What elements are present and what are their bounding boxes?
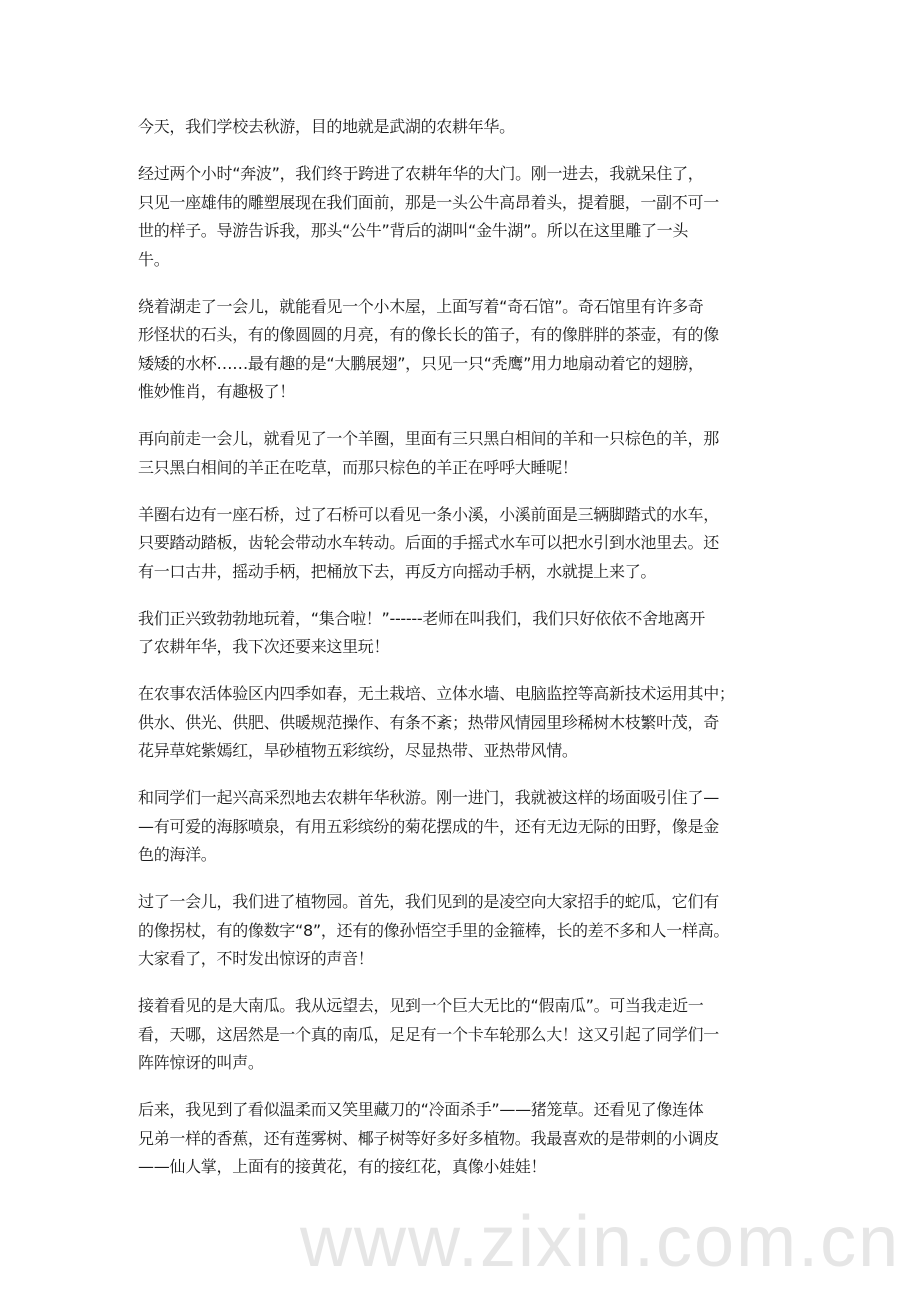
paragraph-line: 只要踏动踏板，齿轮会带动水车转动。后面的手摇式水车可以把水引到水池里去。还 [138,533,719,552]
paragraph-line: 过了一会儿，我们进了植物园。首先，我们见到的是凌空向大家招手的蛇瓜，它们有 [138,892,719,911]
paragraph-line: 接着看见的是大南瓜。我从远望去，见到一个巨大无比的“假南瓜”。可当我走近一 [138,996,704,1015]
paragraph-line: 羊圈右边有一座石桥，过了石桥可以看见一条小溪，小溪前面是三辆脚踏式的水车， [138,504,719,524]
paragraph [138,113,818,142]
paragraph-line: 只见一座雄伟的雕塑展现在我们面前，那是一头公牛高昂着头，提着腿，一副不可一 [138,192,719,212]
paragraph [138,605,818,662]
paragraph-line: 阵阵惊讶的叫声。 [138,1053,264,1072]
paragraph-line: 牛。 [138,249,170,269]
paragraph-line: 供水、供光、供肥、供暖规范操作、有条不紊；热带风情园里珍稀树木枝繁叶茂，奇 [138,712,719,732]
paragraph-line: 再向前走一会儿，就看见了一个羊圈，里面有三只黑白相间的羊和一只棕色的羊，那 [138,429,719,448]
paragraph [138,425,818,482]
paragraph-line: 有一口古井，摇动手柄，把桶放下去，再反方向摇动手柄，水就提上来了。 [138,561,657,581]
paragraph-line: 了农耕年华，我下次还要来这里玩！ [138,637,390,656]
watermark: www.zixin.com.cn [300,1202,901,1282]
paragraph-line: 今天，我们学校去秋游，目的地就是武湖的农耕年华。 [138,117,515,136]
paragraph-line: ——仙人掌，上面有的接黄花，有的接红花，真像小娃娃！ [138,1157,547,1176]
paragraph [138,992,818,1078]
paragraph-line: 的像拐杖，有的像数字“8”，还有的像孙悟空手里的金箍棒，长的差不多和人一样高。 [138,920,730,940]
paragraph-line: 三只黑白相间的羊正在吃草，而那只棕色的羊正在呼呼大睡呢！ [138,457,578,477]
paragraph-line: 惟妙惟肖，有趣极了！ [138,382,296,401]
paragraph-line: 看，天哪，这居然是一个真的南瓜，足足有一个卡车轮那么大！这又引起了同学们一 [138,1024,719,1044]
paragraph [138,888,818,974]
paragraph-line: 色的海洋。 [138,845,217,864]
paragraph-line: 矮矮的水杯……最有趣的是“大鹏展翅”，只见一只“秃鹰”用力地扇动着它的翅膀， [138,353,704,373]
document-body [138,113,818,1200]
paragraph-line: 后来，我见到了看似温柔而又笑里藏刀的“冷面杀手”——猪笼草。还看见了像连体 [138,1100,704,1119]
paragraph-line: 形怪状的石头，有的像圆圆的月亮，有的像长长的笛子，有的像胖胖的茶壶，有的像 [138,325,719,344]
paragraph [138,1096,818,1182]
paragraph-line: 绕着湖走了一会儿，就能看见一个小木屋，上面写着“奇石馆”。奇石馆里有许多奇 [138,296,704,316]
paragraph-line: 兄弟一样的香蕉，还有莲雾树、椰子树等好多好多植物。我最喜欢的是带刺的小调皮 [138,1128,719,1148]
paragraph-line: —有可爱的海豚喷泉，有用五彩缤纷的菊花摆成的牛，还有无边无际的田野，像是金 [138,816,719,836]
paragraph [138,680,818,766]
paragraph-line: 花异草姹紫嫣红，旱砂植物五彩缤纷，尽显热带、亚热带风情。 [138,741,578,760]
paragraph [138,784,818,870]
paragraph-line: 和同学们一起兴高采烈地去农耕年华秋游。刚一进门，我就被这样的场面吸引住了— [138,788,719,807]
paragraph [138,160,818,274]
paragraph-line: 经过两个小时“奔波”，我们终于跨进了农耕年华的大门。刚一进去，我就呆住了， [138,164,704,183]
paragraph-line: 我们正兴致勃勃地玩着，“集合啦！”------老师在叫我们，我们只好依依不舍地离开 [138,608,705,628]
paragraph [138,501,818,587]
paragraph-line: 世的样子。导游告诉我，那头“公牛”背后的湖叫“金牛湖”。所以在这里雕了一头 [138,221,689,240]
paragraph [138,293,818,407]
paragraph-line: 在农事农活体验区内四季如春，无土栽培、立体水墙、电脑监控等高新技术运用其中； [138,684,735,703]
paragraph-line: 大家看了，不时发出惊讶的声音！ [138,949,374,968]
